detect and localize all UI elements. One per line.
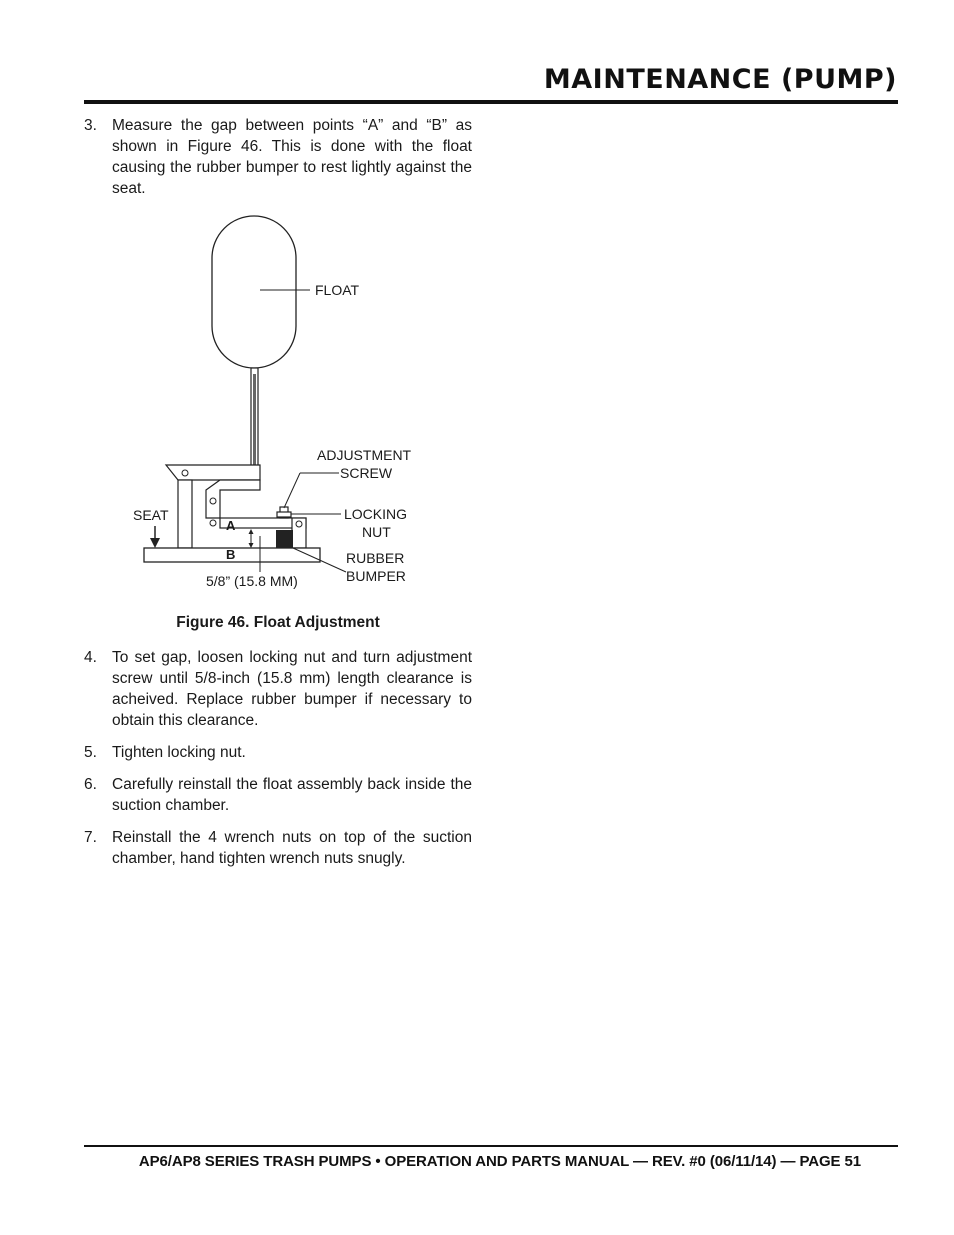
step-text: To set gap, loosen locking nut and turn adjustment screw until 5/8-inch (15.8 mm) length clearance is acheived. Replace rubber bumper if necessary to obtain this clearance. [112,649,472,729]
locking-label-line1: LOCKING [344,506,408,522]
gap-label: 5/8” (15.8 MM) [206,573,298,589]
step-number: 3. [84,117,97,134]
rubber-bumper [276,530,293,548]
left-leg [178,480,192,548]
step-text: Measure the gap between points “A” and “B” as shown in Figure 46. This is done with the float causing the rubber bumper to rest lightly against the seat. [112,117,472,197]
title-rule [84,100,898,104]
step-number: 5. [84,744,97,761]
adjustment-label-line1: ADJUSTMENT [317,447,412,463]
step-number: 6. [84,776,97,793]
step-5 [84,742,472,763]
seat-arrow [150,538,160,548]
step-text: Reinstall the 4 wrench nuts on top of the suction chamber, hand tighten wrench nuts snugly. [112,829,472,867]
step-number: 4. [84,649,97,666]
step-text: Tighten locking nut. [112,744,246,761]
top-arm [166,465,260,480]
step-3 [84,115,472,199]
step-number: 7. [84,829,97,846]
adjustment-label-line2: SCREW [340,465,393,481]
step-6 [84,774,472,816]
float-shape [212,216,296,368]
figure-caption: Figure 46. Float Adjustment [176,614,380,631]
footer-rule [84,1145,898,1147]
float-diagram [120,200,460,600]
step-7 [84,827,472,869]
page-title: MAINTENANCE (PUMP) [543,64,897,95]
float-adjustment-figure [120,200,460,600]
rubber-label-line2: BUMPER [346,568,406,584]
step-text: Carefully reinstall the float assembly back inside the suction chamber. [112,776,472,814]
locking-label-line2: NUT [362,524,391,540]
adjustment-leader [284,473,300,508]
lever-body [206,480,260,518]
step-4 [84,647,472,731]
rubber-label-line1: RUBBER [346,550,405,566]
seat-label: SEAT [133,507,169,523]
float-label: FLOAT [315,282,360,298]
point-a-label: A [226,518,236,533]
locking-nut [277,512,291,517]
page-footer: AP6/AP8 SERIES TRASH PUMPS • OPERATION AND PARTS MANUAL — REV. #0 (06/11/14) — PAGE 51 [138,1153,861,1170]
right-upright [292,518,306,548]
point-b-label: B [226,547,236,562]
